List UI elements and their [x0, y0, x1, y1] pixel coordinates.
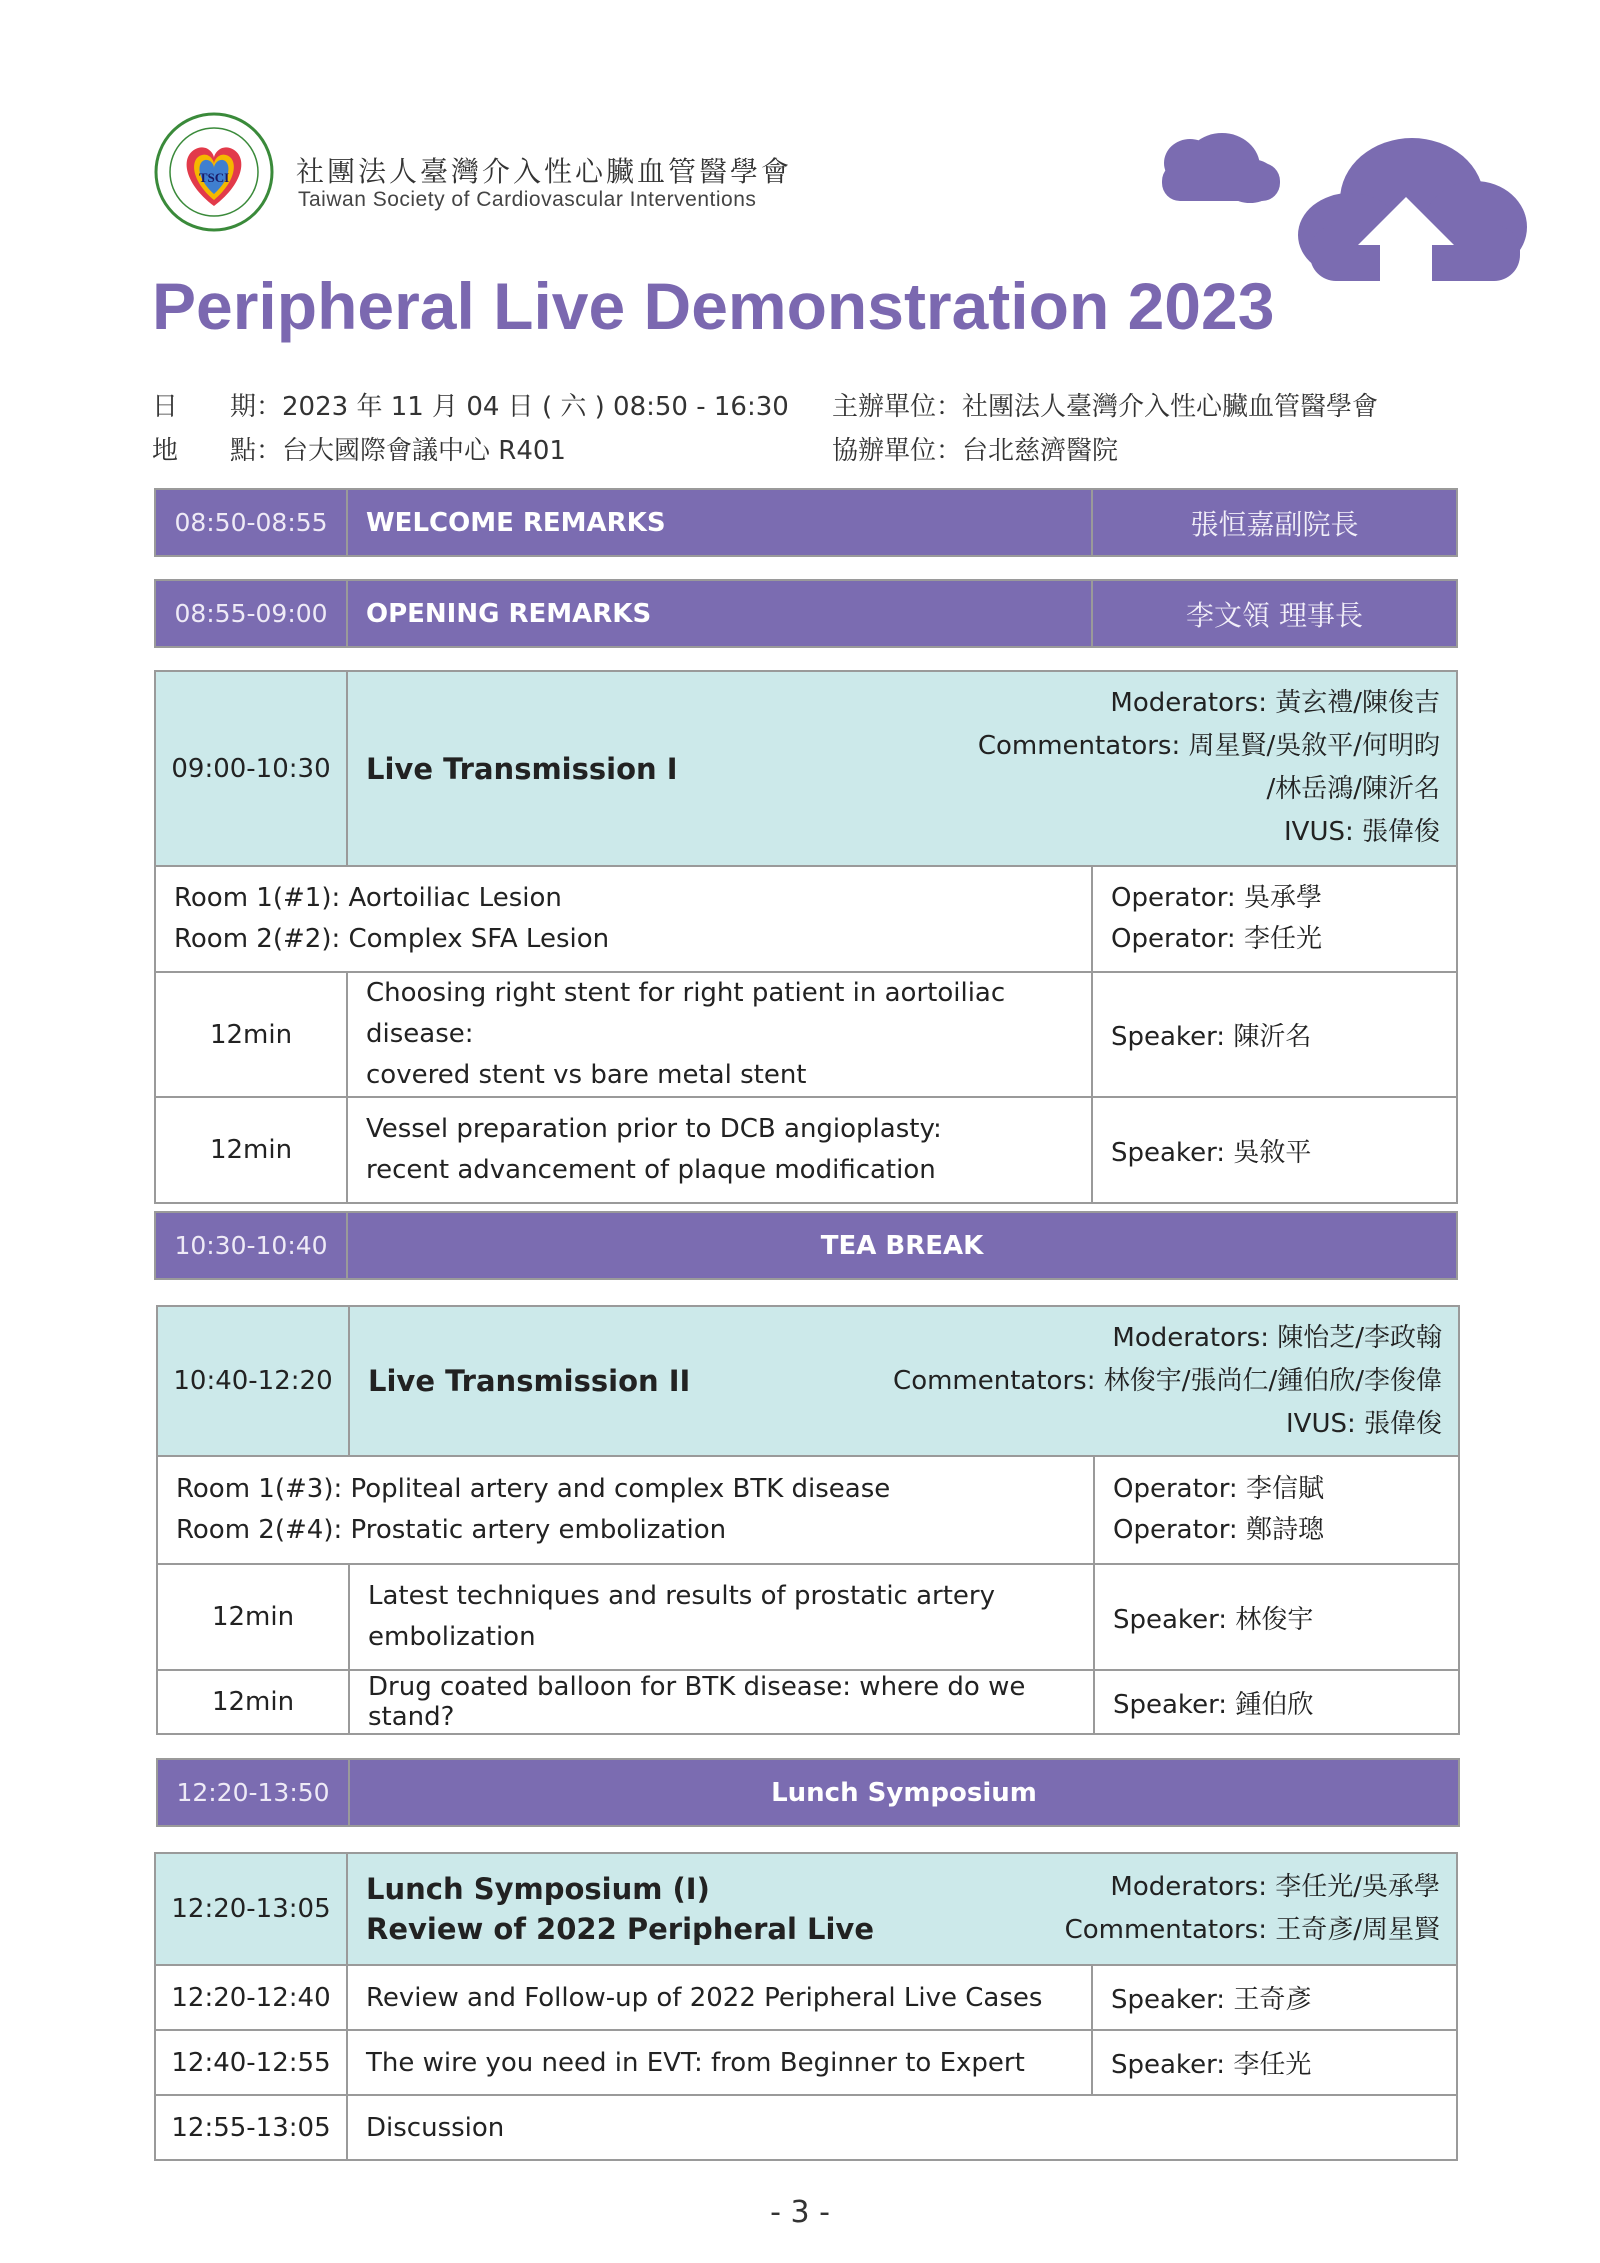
host-line: [832, 386, 1378, 423]
commentators-cont: /林岳鴻/陳沂名: [1266, 774, 1441, 804]
commentators: Commentators: 王奇彥/周星賢: [1064, 1915, 1441, 1945]
operator-item: Operator: 吳承學: [1111, 883, 1322, 913]
talk-title-line: covered stent vs bare metal stent: [366, 1060, 807, 1090]
session-roles: [978, 682, 1440, 854]
session-header: [347, 1853, 1457, 1965]
commentators: Commentators: 周星賢/吳敘平/何明昀: [977, 731, 1441, 761]
org-name-chinese: 社團法人臺灣介入性心臟血管醫學會: [296, 155, 793, 188]
session-time: 08:50-08:55: [155, 489, 347, 556]
talk-title-line: Choosing right stent for right patient in aortoiliac disease:: [366, 978, 1006, 1049]
opening-remarks-row: [154, 579, 1458, 648]
room-item: Room 2(#4): Prostatic artery embolization: [176, 1515, 727, 1545]
place-label: 地 點：: [152, 436, 283, 466]
talk-time: 12:55-13:05: [155, 2095, 347, 2160]
session-roles: [893, 1317, 1442, 1446]
tea-break-row: [154, 1211, 1458, 1280]
room-list: [155, 866, 1092, 972]
live-transmission-2-table: [156, 1305, 1460, 1735]
session-roles: [1065, 1866, 1440, 1952]
talk-title: Drug coated balloon for BTK disease: where do we stand?: [349, 1670, 1094, 1734]
talk-time: 12:40-12:55: [155, 2030, 347, 2095]
session-time: 12:20-13:05: [155, 1853, 347, 1965]
session-time: 12:20-13:50: [157, 1759, 349, 1826]
session-title: Live Transmission I: [366, 751, 678, 786]
session-title: WELCOME REMARKS: [347, 489, 1092, 556]
org-name-english: Taiwan Society of Cardiovascular Interventions: [298, 188, 757, 211]
room-item: Room 1(#3): Popliteal artery and complex BTK disease: [176, 1474, 891, 1504]
session-header: [349, 1306, 1459, 1456]
welcome-remarks-row: [154, 488, 1458, 557]
talk-title-line: Latest techniques and results of prostatic artery: [368, 1581, 996, 1611]
room-list: [157, 1456, 1094, 1564]
talk-speaker: Speaker: 李任光: [1092, 2030, 1457, 2095]
session-time: 08:55-09:00: [155, 580, 347, 647]
live-transmission-1-table: [154, 670, 1458, 1204]
session-title: Lunch Symposium: [349, 1759, 1459, 1826]
talk-title: [347, 1097, 1092, 1203]
talk-speaker: Speaker: 鍾伯欣: [1094, 1670, 1459, 1734]
talk-title: [347, 972, 1092, 1097]
cohost-line: [832, 430, 1118, 467]
session-title: OPENING REMARKS: [347, 580, 1092, 647]
moderators: Moderators: 李任光/吳承學: [1110, 1872, 1441, 1902]
session-title-line: Lunch Symposium (I): [366, 1872, 710, 1906]
room-item: Room 2(#2): Complex SFA Lesion: [174, 924, 610, 954]
session-time: 10:40-12:20: [157, 1306, 349, 1456]
lunch-symposium-row: [156, 1758, 1460, 1827]
moderators: Moderators: 陳怡芝/李政翰: [1112, 1323, 1443, 1353]
commentators: Commentators: 林俊宇/張尚仁/鍾伯欣/李俊偉: [893, 1366, 1443, 1396]
svg-text:TSCI: TSCI: [198, 170, 230, 185]
ivus: IVUS: 張偉俊: [1284, 817, 1441, 847]
session-speaker: 李文領 理事長: [1092, 580, 1457, 647]
talk-title: Discussion: [347, 2095, 1457, 2160]
talk-speaker: Speaker: 陳沂名: [1092, 972, 1457, 1097]
talk-time: 12:20-12:40: [155, 1965, 347, 2030]
session-title-line: Review of 2022 Peripheral Live: [366, 1912, 874, 1946]
talk-title-line: embolization: [368, 1622, 536, 1652]
session-title: Live Transmission II: [368, 1364, 691, 1398]
date-value: 2023 年 11 月 04 日 ( 六 ) 08:50 - 16:30: [282, 392, 789, 422]
talk-duration: 12min: [157, 1670, 349, 1734]
cloud-upload-icon: [1150, 105, 1550, 285]
session-title: TEA BREAK: [347, 1212, 1457, 1279]
session-time: 10:30-10:40: [155, 1212, 347, 1279]
page-number: - 3 -: [770, 2195, 830, 2230]
moderators: Moderators: 黃玄禮/陳俊吉: [1110, 688, 1441, 718]
talk-speaker: Speaker: 王奇彥: [1092, 1965, 1457, 2030]
talk-speaker: Speaker: 吳敘平: [1092, 1097, 1457, 1203]
talk-title-line: recent advancement of plaque modification: [366, 1155, 936, 1185]
talk-duration: 12min: [155, 1097, 347, 1203]
date-label: 日 期：: [152, 392, 283, 422]
session-speaker: 張恒嘉副院長: [1092, 489, 1457, 556]
cohost-label: 協辦單位：: [832, 436, 963, 466]
talk-title: [349, 1564, 1094, 1670]
talk-duration: 12min: [157, 1564, 349, 1670]
operator-list: [1092, 866, 1457, 972]
host-value: 社團法人臺灣介入性心臟血管醫學會: [962, 392, 1379, 422]
operator-item: Operator: 鄭詩璁: [1113, 1515, 1324, 1545]
tsci-logo: [152, 110, 276, 234]
talk-title: Review and Follow-up of 2022 Peripheral Live Cases: [347, 1965, 1092, 2030]
cohost-value: 台北慈濟醫院: [962, 436, 1119, 466]
lunch-symposium-1-table: [154, 1852, 1458, 2161]
talk-title: The wire you need in EVT: from Beginner to Expert: [347, 2030, 1092, 2095]
session-header: [347, 671, 1457, 866]
place-line: [152, 430, 566, 467]
operator-item: Operator: 李任光: [1111, 924, 1322, 954]
date-line: [152, 386, 789, 423]
host-label: 主辦單位：: [832, 392, 963, 422]
operator-list: [1094, 1456, 1459, 1564]
session-time: 09:00-10:30: [155, 671, 347, 866]
talk-speaker: Speaker: 林俊宇: [1094, 1564, 1459, 1670]
place-value: 台大國際會議中心 R401: [282, 436, 566, 466]
operator-item: Operator: 李信賦: [1113, 1474, 1324, 1504]
ivus: IVUS: 張偉俊: [1286, 1409, 1443, 1439]
talk-title-line: Vessel preparation prior to DCB angioplasty:: [366, 1114, 942, 1144]
talk-duration: 12min: [155, 972, 347, 1097]
page-title: Peripheral Live Demonstration 2023: [152, 269, 1275, 343]
room-item: Room 1(#1): Aortoiliac Lesion: [174, 883, 562, 913]
